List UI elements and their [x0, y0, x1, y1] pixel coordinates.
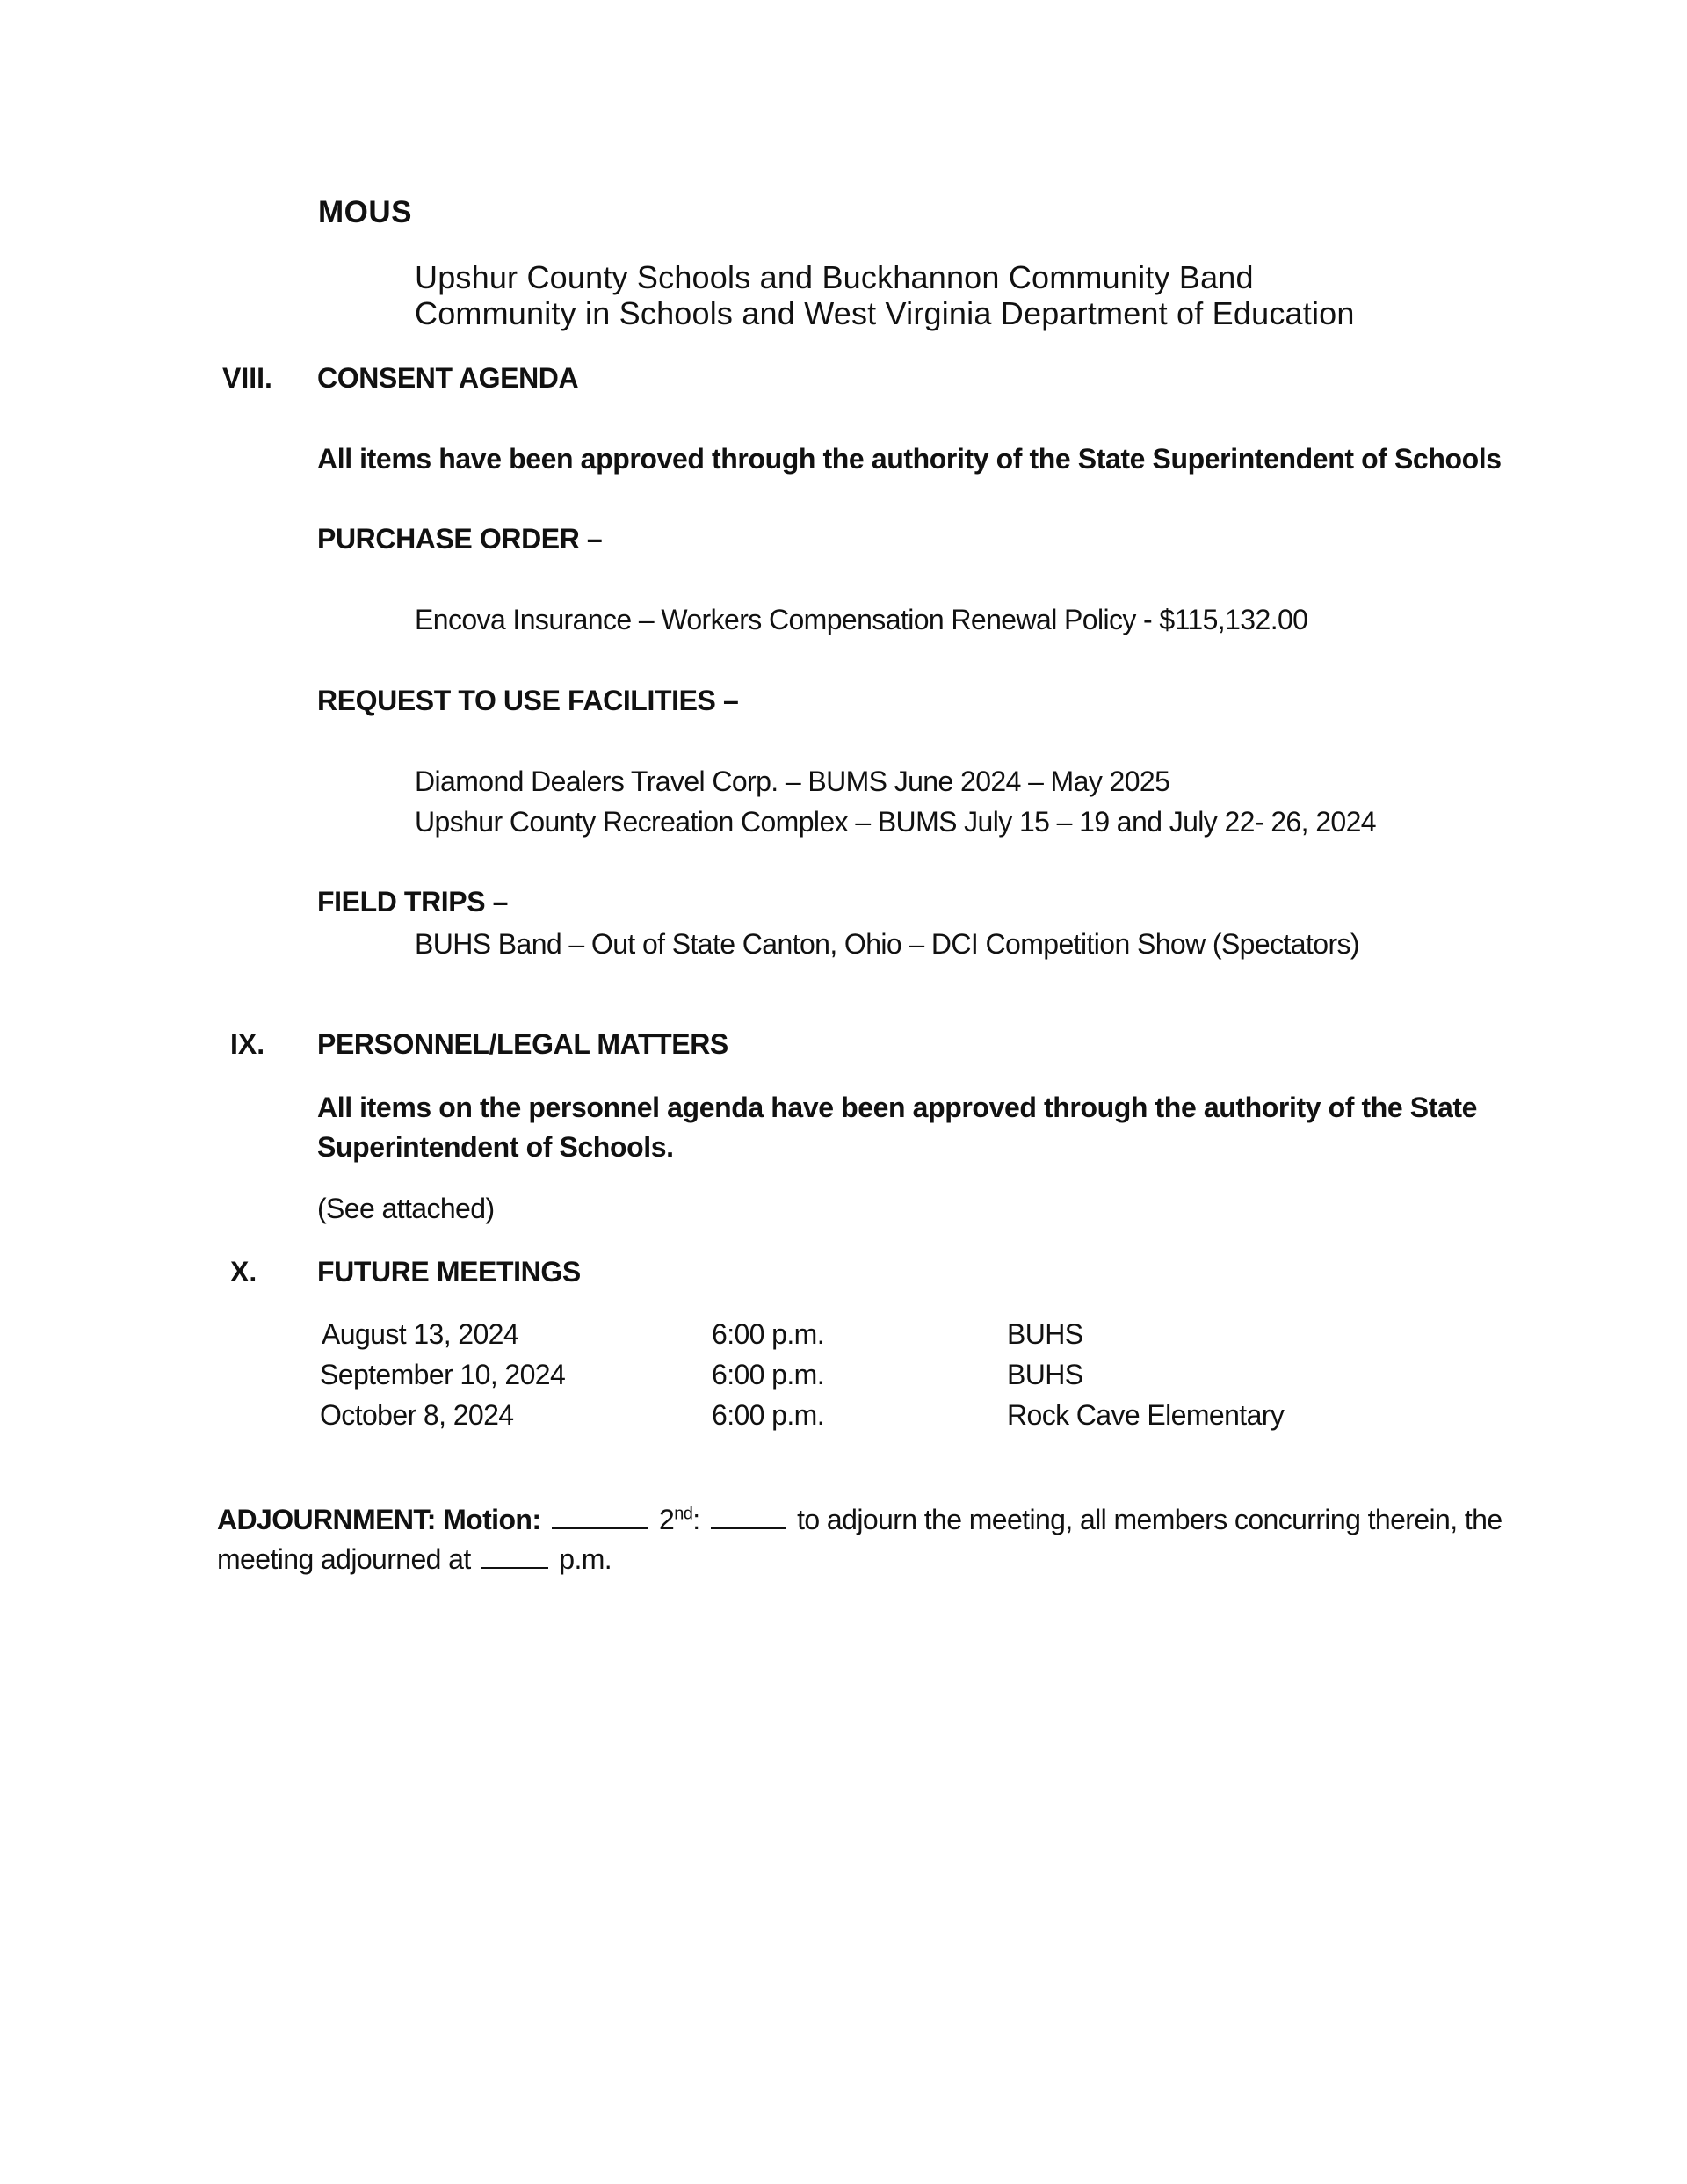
meeting-date: August 13, 2024 [322, 1318, 519, 1350]
adjournment-time-line [217, 1541, 612, 1576]
meeting-location: Rock Cave Elementary [1007, 1399, 1285, 1431]
motion-blank [552, 1501, 648, 1529]
mous-item: Community in Schools and West Virginia Department of Education [415, 295, 1355, 331]
mous-title: MOUS [318, 195, 412, 229]
adjournment-line [217, 1501, 1502, 1536]
adjourned-at-label: meeting adjourned at [217, 1543, 471, 1575]
second-label: 2nd: [659, 1504, 700, 1535]
facilities-item: Diamond Dealers Travel Corp. – BUMS June 2024 – May 2025 [415, 765, 1170, 797]
meeting-time: 6:00 p.m. [712, 1399, 825, 1431]
meeting-date: September 10, 2024 [320, 1359, 566, 1390]
see-attached: (See attached) [317, 1193, 495, 1224]
meeting-row [0, 1359, 1687, 1399]
pm-label: p.m. [559, 1543, 612, 1575]
second-blank [711, 1501, 786, 1529]
facilities-item: Upshur County Recreation Complex – BUMS July 15 – 19 and July 22- 26, 2024 [415, 806, 1376, 838]
section-number: VIII. [222, 362, 272, 394]
approval-note: All items have been approved through the authority of the State Superintendent of Schools [317, 443, 1502, 475]
purchase-order-heading: PURCHASE ORDER – [317, 523, 603, 555]
section-title: FUTURE MEETINGS [317, 1256, 581, 1288]
section-title: PERSONNEL/LEGAL MATTERS [317, 1028, 728, 1060]
facilities-heading: REQUEST TO USE FACILITIES – [317, 685, 739, 716]
time-blank [481, 1541, 548, 1569]
field-trip-item: BUHS Band – Out of State Canton, Ohio – DCI Competition Show (Spectators) [415, 928, 1359, 960]
purchase-order-item: Encova Insurance – Workers Compensation Renewal Policy - $115,132.00 [415, 604, 1308, 635]
personnel-note: All items on the personnel agenda have been approved through the authority of the State [317, 1092, 1478, 1123]
section-number: IX. [230, 1028, 265, 1060]
adjournment-text: to adjourn the meeting, all members concurring therein, the [797, 1504, 1502, 1535]
meeting-time: 6:00 p.m. [712, 1318, 825, 1350]
meeting-location: BUHS [1007, 1318, 1083, 1350]
field-trips-heading: FIELD TRIPS – [317, 886, 509, 918]
section-title: CONSENT AGENDA [317, 362, 579, 394]
meeting-date: October 8, 2024 [320, 1399, 514, 1431]
section-number: X. [230, 1256, 257, 1288]
meeting-row [0, 1399, 1687, 1440]
personnel-note: Superintendent of Schools. [317, 1131, 674, 1163]
meeting-row [0, 1318, 1687, 1359]
mous-item: Upshur County Schools and Buckhannon Community Band [415, 259, 1254, 295]
meetings-table [0, 1318, 1687, 1450]
meeting-location: BUHS [1007, 1359, 1083, 1390]
adjournment-label: ADJOURNMENT: Motion: [217, 1504, 541, 1535]
meeting-time: 6:00 p.m. [712, 1359, 825, 1390]
